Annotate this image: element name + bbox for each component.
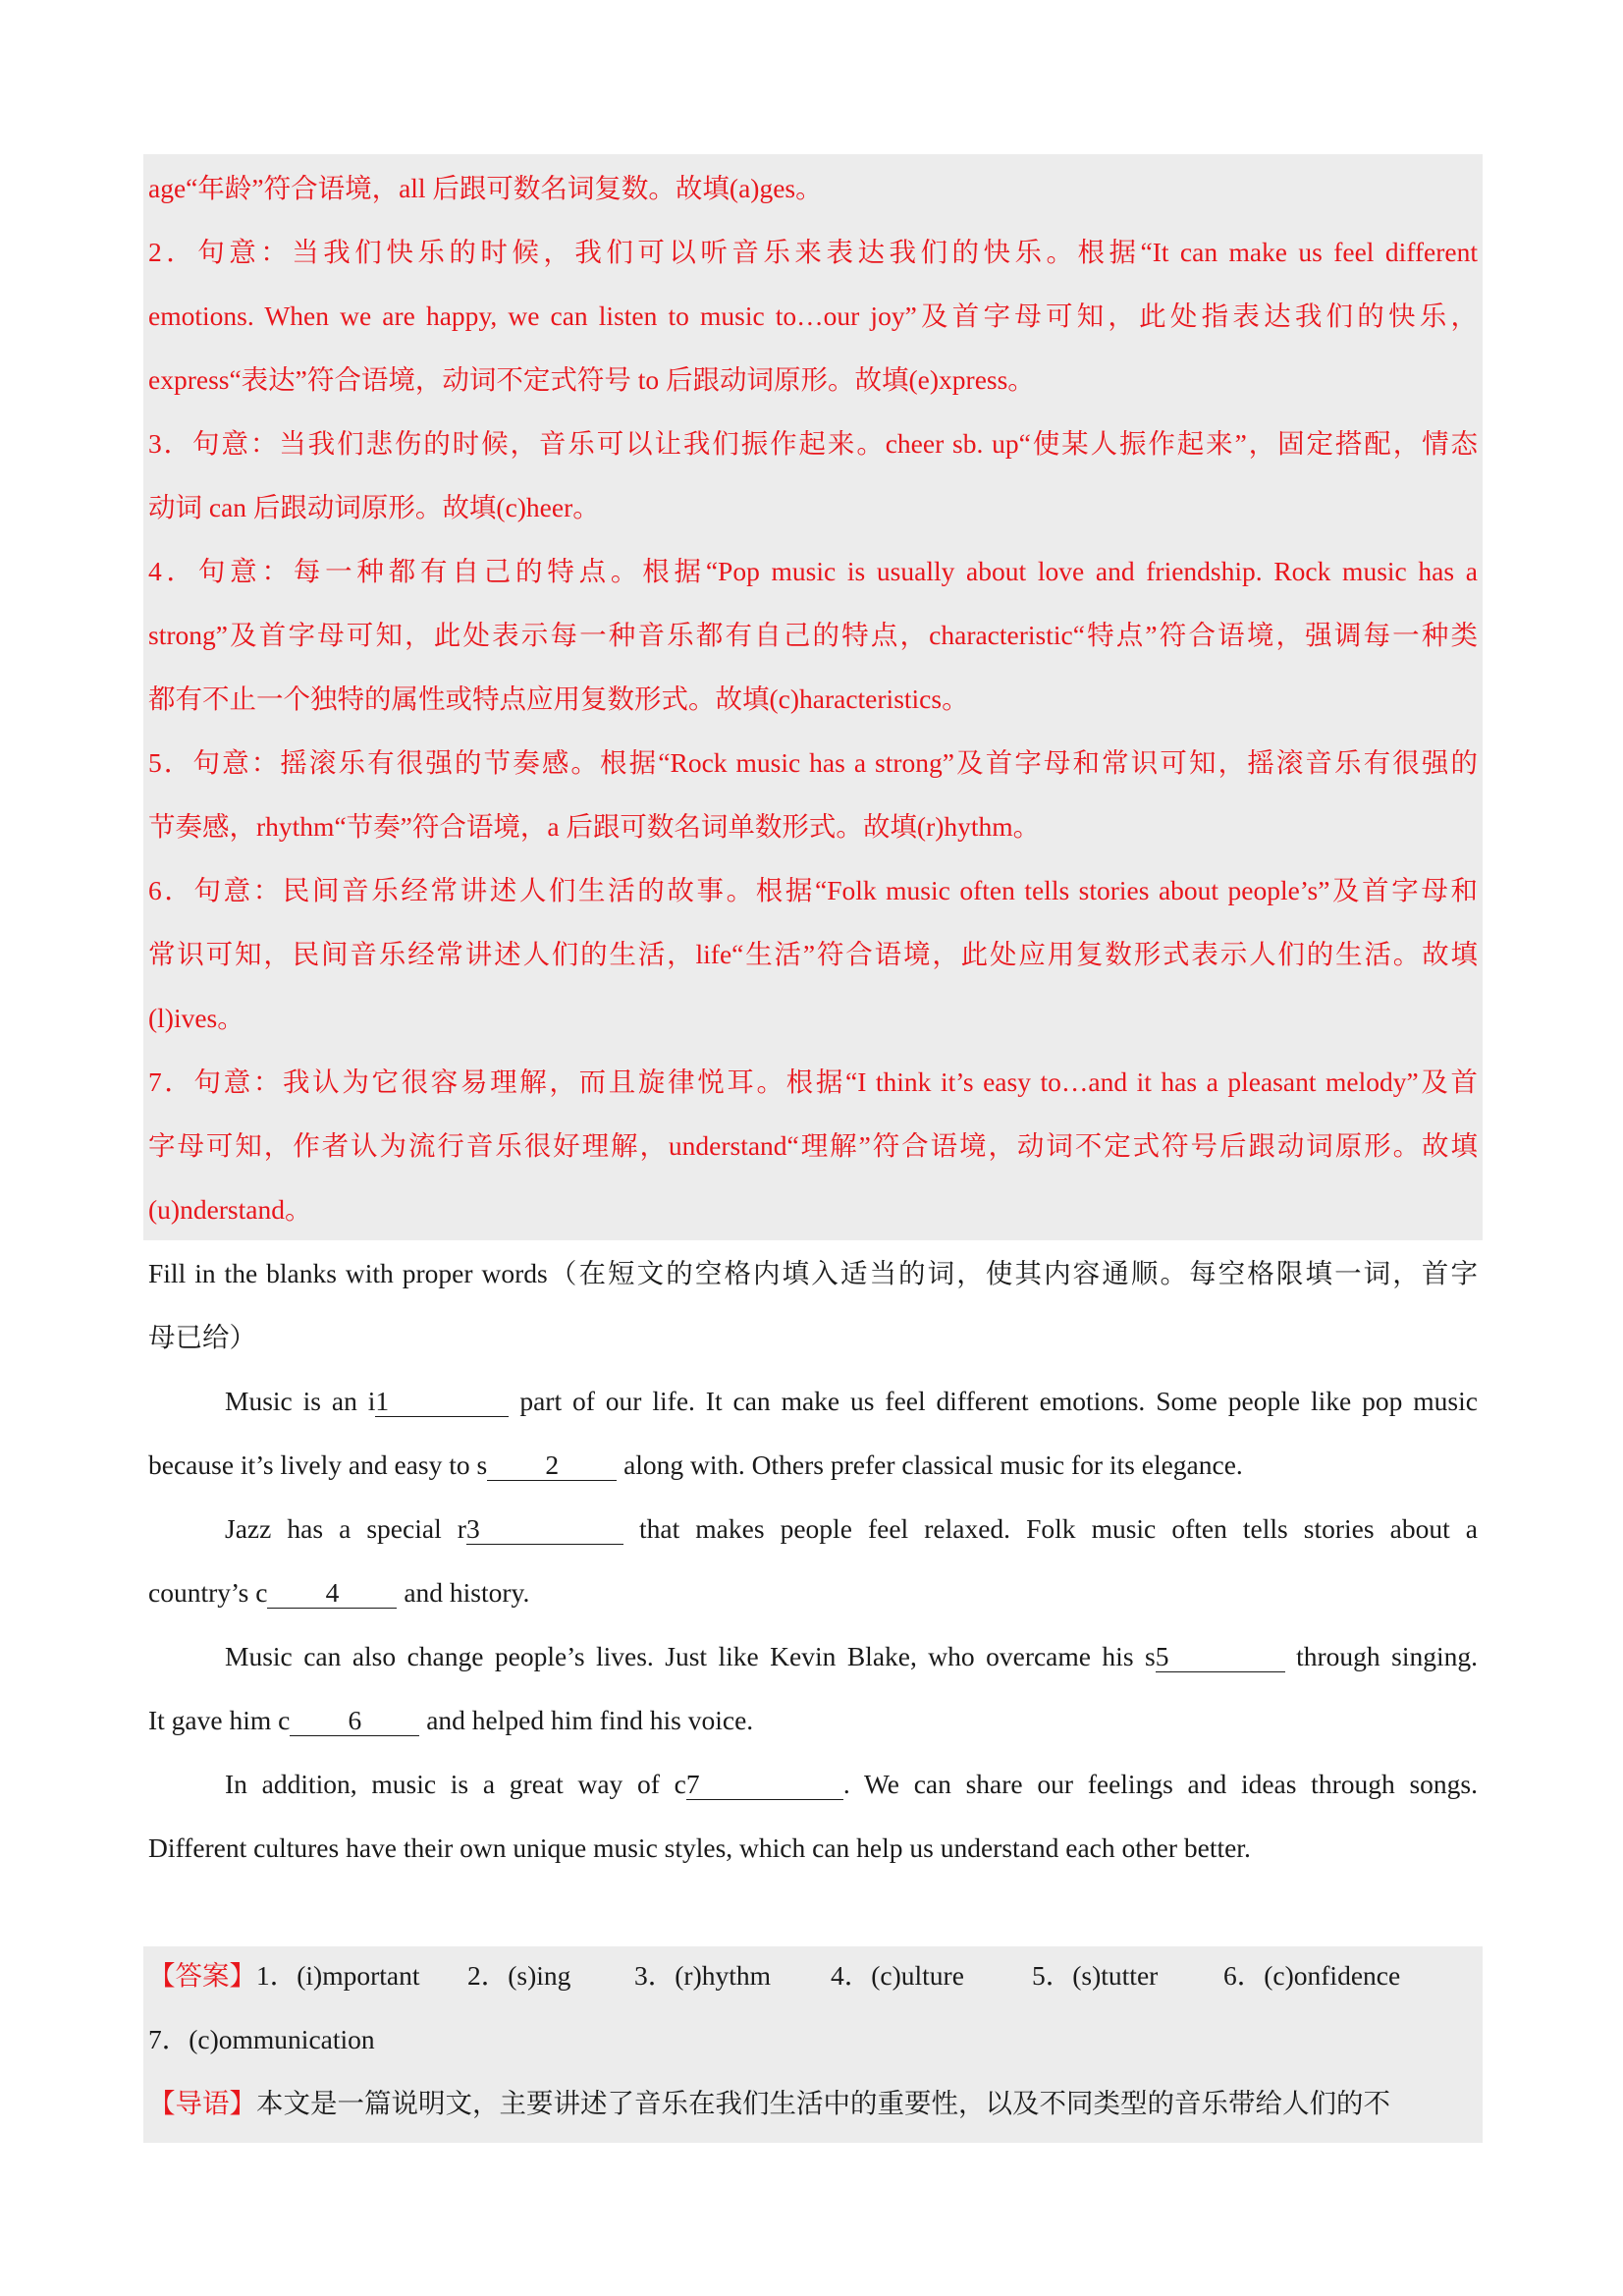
passage-paragraph: country’s c 4 and history.	[148, 1577, 530, 1608]
answer-item: 4．(c)ulture	[831, 1960, 964, 1991]
explanation-item-5: 5．句意：摇滚乐有很强的节奏感。根据“Rock music has a strong”及首字母和常识可知，摇滚音乐有很强的	[148, 747, 1478, 778]
explanation-line: age“年龄”符合语境，all 后跟可数名词复数。故填(a)ges。	[148, 173, 823, 203]
explanation-item-3: 3．句意：当我们悲伤的时候，音乐可以让我们振作起来。cheer sb. up“使某人振作起来”，固定搭配，情态	[148, 428, 1478, 459]
blank-6[interactable]: 6	[290, 1706, 419, 1736]
answer-line	[148, 2020, 1478, 2059]
explanation-item-4: 都有不止一个独特的属性或特点应用复数形式。故填(c)haracteristics。	[148, 683, 969, 714]
passage-paragraph: Music can also change people’s lives. Just like Kevin Blake, who overcame his s5 through singing.	[225, 1641, 1478, 1671]
instructions: 母已给）	[148, 1322, 256, 1352]
answer-item: 1．(i)mportant	[256, 1960, 420, 1991]
guide-line	[148, 2084, 1478, 2123]
explanation-item-5: 节奏感，rhythm“节奏”符合语境，a 后跟可数名词单数形式。故填(r)hythm。	[148, 811, 1041, 842]
explanation-item-3: 动词 can 后跟动词原形。故填(c)heer。	[148, 492, 600, 522]
passage-paragraph: It gave him c 6 and helped him find his voice.	[148, 1705, 754, 1735]
blank-1[interactable]: 1	[375, 1387, 509, 1417]
passage-paragraph: because it’s lively and easy to s 2 along with. Others prefer classical music for its elegance.	[148, 1449, 1243, 1480]
explanation-item-6: 6．句意：民间音乐经常讲述人们生活的故事。根据“Folk music often tells stories about people’s”及首字母和	[148, 875, 1478, 905]
blank-5[interactable]: 5	[1156, 1642, 1285, 1672]
explanation-item-4: strong”及首字母可知，此处表示每一种音乐都有自己的特点，characteristic“特点”符合语境，强调每一种类	[148, 620, 1478, 650]
passage-paragraph: Jazz has a special r3 that makes people feel relaxed. Folk music often tells stories about a	[225, 1513, 1478, 1544]
blank-2[interactable]: 2	[487, 1450, 617, 1481]
explanation-item-4: 4．句意：每一种都有自己的特点。根据“Pop music is usually about love and friendship. Rock music has a	[148, 556, 1478, 586]
explanation-item-7: (u)nderstand。	[148, 1194, 312, 1225]
blank-4[interactable]: 4	[267, 1578, 397, 1609]
guide-label: 【导语】	[148, 2088, 256, 2118]
answer-label: 【答案】	[148, 1960, 256, 1991]
answer-item: 3．(r)hythm	[634, 1960, 772, 1991]
answer-item: 5．(s)tutter	[1032, 1960, 1159, 1991]
blank-3[interactable]: 3	[466, 1514, 623, 1545]
explanation-item-7: 7．句意：我认为它很容易理解，而且旋律悦耳。根据“I think it’s easy to…and it has a pleasant melody”及首	[148, 1066, 1478, 1097]
explanation-item-7: 字母可知，作者认为流行音乐很好理解，understand“理解”符合语境，动词不定式符号后跟动词原形。故填	[148, 1130, 1478, 1161]
passage-paragraph: Different cultures have their own unique music styles, which can help us understand each other better.	[148, 1832, 1251, 1863]
answer-item: 2．(s)ing	[467, 1960, 571, 1991]
passage-paragraph: In addition, music is a great way of c7 . We can share our feelings and ideas through songs.	[225, 1769, 1478, 1799]
guide-text: 本文是一篇说明文，主要讲述了音乐在我们生活中的重要性，以及不同类型的音乐带给人们的不	[256, 2088, 1390, 2118]
answer-line	[148, 1956, 1478, 1995]
explanation-item-2: emotions. When we are happy, we can listen to music to…our joy”及首字母可知，此处指表达我们的快乐，	[148, 301, 1478, 331]
answer-item: 6．(c)onfidence	[1223, 1960, 1401, 1991]
explanation-item-2: 2．句意：当我们快乐的时候，我们可以听音乐来表达我们的快乐。根据“It can make us feel different	[148, 237, 1478, 267]
explanation-item-2: express“表达”符合语境，动词不定式符号 to 后跟动词原形。故填(e)xpress。	[148, 364, 1035, 395]
explanation-item-6: (l)ives。	[148, 1003, 244, 1033]
blank-7[interactable]: 7	[686, 1770, 843, 1800]
explanation-item-6: 常识可知，民间音乐经常讲述人们的生活，life“生活”符合语境，此处应用复数形式表示人们的生活。故填	[148, 939, 1478, 969]
instructions: Fill in the blanks with proper words（在短文的空格内填入适当的词，使其内容通顺。每空格限填一词，首字	[148, 1258, 1478, 1288]
answer-item: 7．(c)ommunication	[148, 2024, 375, 2054]
passage-paragraph: Music is an i1 part of our life. It can make us feel different emotions. Some people like pop music	[225, 1386, 1478, 1416]
